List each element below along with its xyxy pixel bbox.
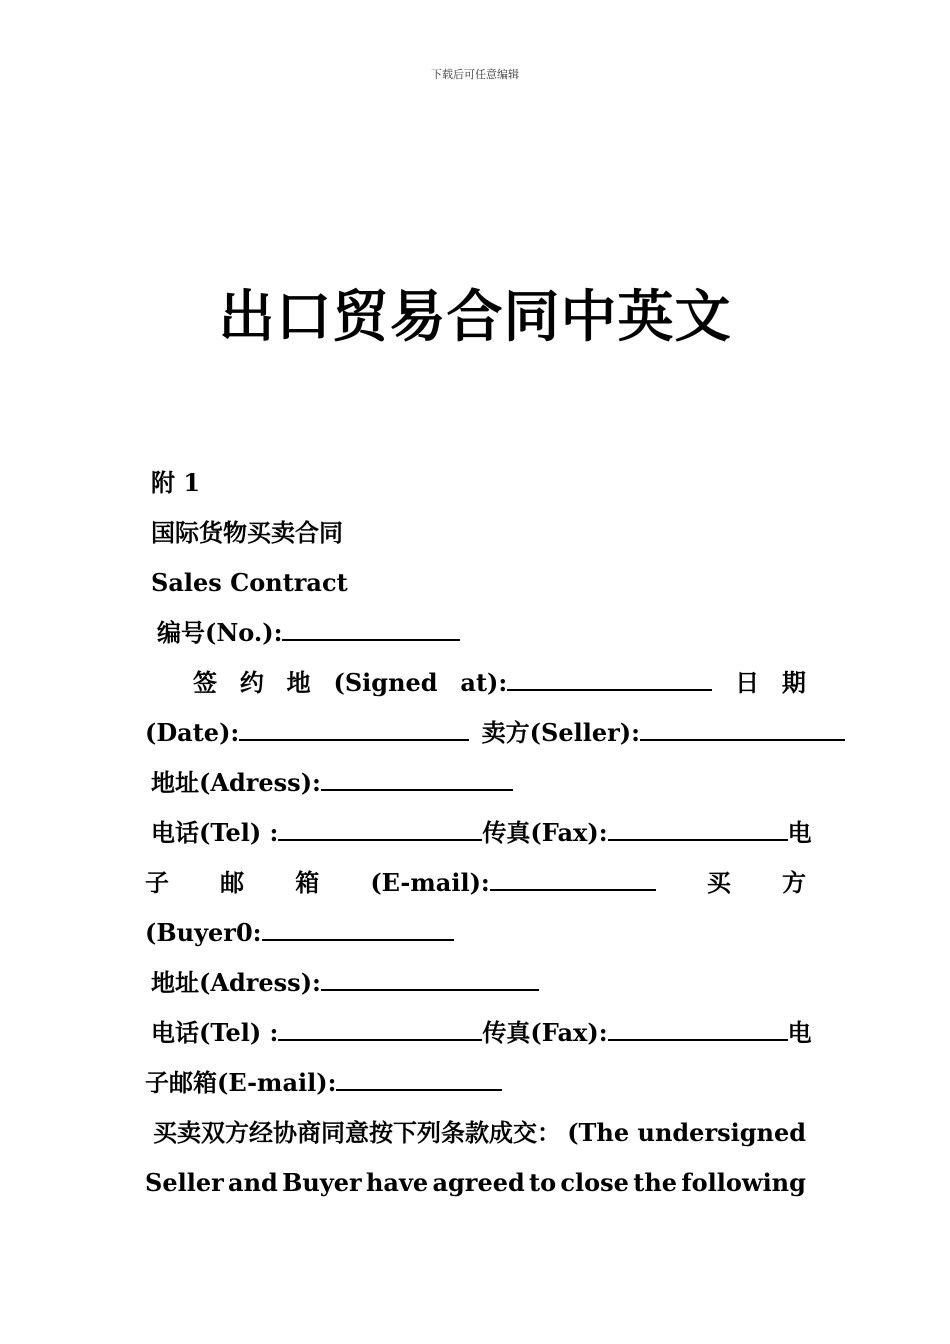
- seller-tel-field: 电话(Tel) :: [151, 808, 482, 858]
- agreement-cn: 买卖双方经协商同意按下列条款成交：: [153, 1118, 561, 1147]
- contract-heading-en: Sales Contract: [151, 568, 348, 597]
- document-title: 出口贸易合同中英文: [218, 284, 732, 350]
- annex-label: 附 1: [151, 468, 201, 497]
- seller-tel-blank[interactable]: [278, 817, 482, 841]
- seller-label: 卖方(Seller):: [481, 718, 640, 747]
- buyer-char-2: 方: [782, 868, 806, 897]
- signed-at-field: at):: [460, 658, 712, 708]
- agreement-word: following: [681, 1168, 806, 1197]
- seller-email-buyer-line: [145, 858, 806, 908]
- buyer-fax-field: 传真(Fax):: [482, 1008, 787, 1058]
- agreement-line-1: [145, 1108, 806, 1158]
- seller-email-blank[interactable]: [490, 867, 656, 891]
- buyer-email-blank[interactable]: [336, 1067, 502, 1091]
- contract-heading-cn: 国际货物买卖合同: [151, 518, 343, 547]
- seller-email-field: (E-mail):: [370, 858, 655, 908]
- seller-address-blank[interactable]: [321, 767, 513, 791]
- date-seller-line: [145, 708, 806, 758]
- signed-at-en: (Signed: [333, 668, 438, 697]
- agreement-word: close: [560, 1168, 629, 1197]
- signed-at-line: [145, 658, 806, 708]
- signed-at-char-1: 签: [193, 668, 217, 697]
- seller-fax-blank[interactable]: [608, 817, 788, 841]
- buyer-tel-fax-line: [145, 1008, 812, 1058]
- email-char-2: 邮: [220, 868, 245, 897]
- date-blank[interactable]: [239, 717, 469, 741]
- seller-fax-field: 传真(Fax):: [482, 808, 787, 858]
- buyer-email-line: [145, 1058, 806, 1108]
- seller-address-line: [145, 758, 806, 808]
- annex-line: [145, 458, 806, 508]
- date-char-2: 期: [781, 668, 806, 697]
- email-char-3: 箱: [295, 868, 320, 897]
- buyer-blank[interactable]: [262, 917, 454, 941]
- buyer-address-blank[interactable]: [321, 967, 539, 991]
- buyer-tel-field: 电话(Tel) :: [151, 1008, 482, 1058]
- buyer-label: (Buyer0:: [145, 918, 262, 947]
- buyer-tel-blank[interactable]: [278, 1017, 482, 1041]
- signed-at-char-3: 地: [286, 668, 311, 697]
- agreement-line-2: [145, 1158, 806, 1208]
- agreement-word: and: [228, 1168, 278, 1197]
- signed-at-char-2: 约: [239, 668, 264, 697]
- agreement-word: have: [365, 1168, 429, 1197]
- buyer-email-prefix-char: 电: [787, 1018, 812, 1047]
- heading-cn-line: [145, 508, 806, 558]
- email-prefix-char: 电: [787, 818, 812, 847]
- agreement-word: the: [633, 1168, 678, 1197]
- contract-no-line: [145, 608, 806, 658]
- seller-tel-fax-line: [145, 808, 812, 858]
- buyer-address-line: [145, 958, 806, 1008]
- seller-address-label: 地址(Adress):: [151, 768, 321, 797]
- buyer-char-1: 买: [706, 868, 731, 897]
- agreement-word: Seller: [145, 1168, 224, 1197]
- header-note: 下载后可任意编辑: [431, 68, 519, 81]
- heading-en-line: [145, 558, 806, 608]
- signed-at-blank[interactable]: [507, 667, 712, 691]
- agreement-word: agreed: [432, 1168, 525, 1197]
- date-char-1: 日: [735, 668, 760, 697]
- agreement-word: to: [529, 1168, 557, 1197]
- contract-no-label: 编号(No.):: [157, 618, 283, 647]
- contract-body: [145, 458, 812, 1208]
- buyer-email-label: 子邮箱(E-mail):: [145, 1068, 337, 1097]
- date-label: (Date):: [145, 718, 240, 747]
- contract-no-blank[interactable]: [282, 617, 460, 641]
- buyer-fax-blank[interactable]: [608, 1017, 788, 1041]
- seller-blank[interactable]: [640, 717, 845, 741]
- buyer-address-label: 地址(Adress):: [151, 968, 321, 997]
- buyer-line: [145, 908, 806, 958]
- email-char-1: 子: [145, 868, 169, 897]
- agreement-en-1: (The undersigned: [567, 1118, 806, 1147]
- agreement-word: Buyer: [282, 1168, 362, 1197]
